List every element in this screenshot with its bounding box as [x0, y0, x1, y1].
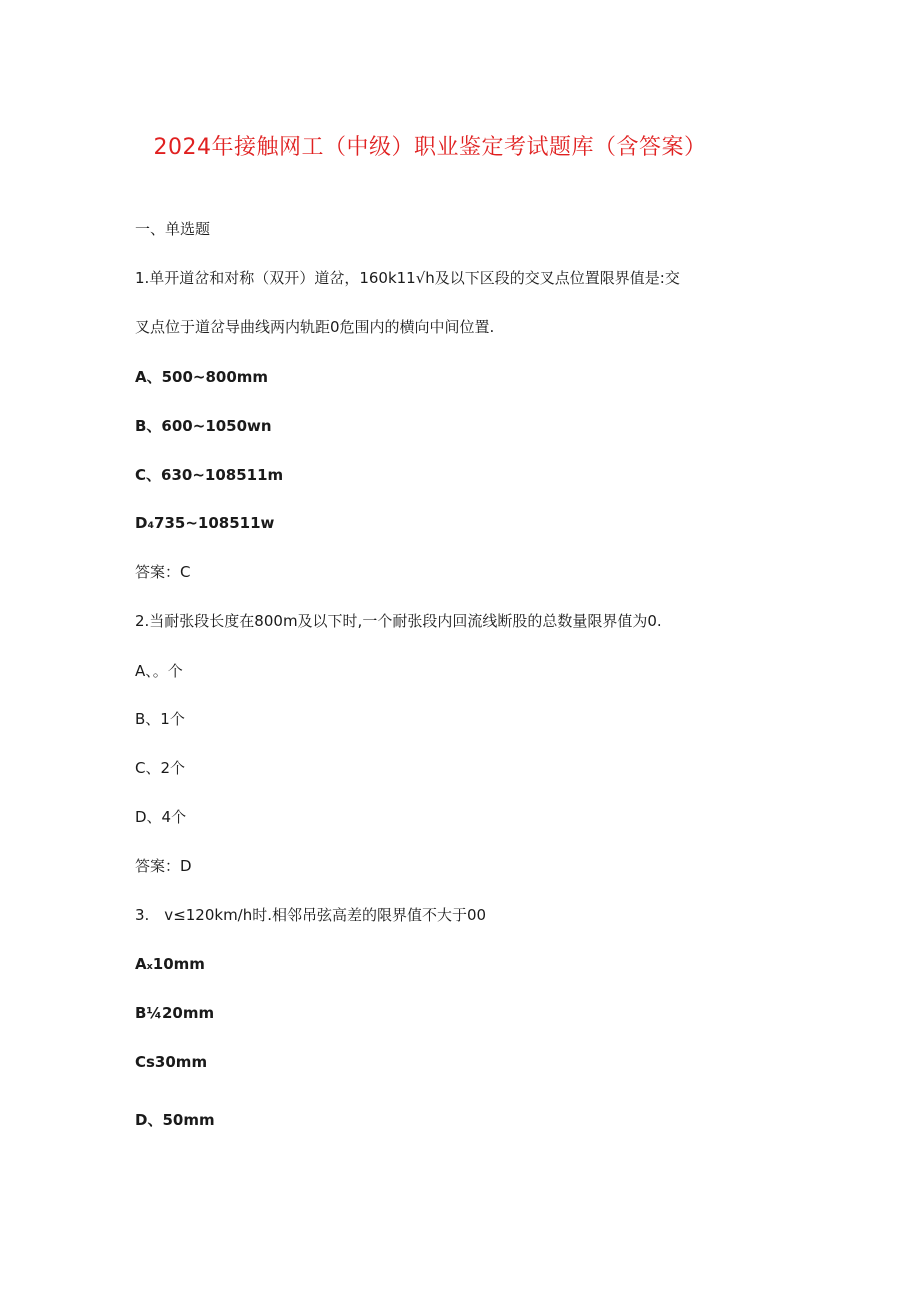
question-2-option-c: C、2个: [135, 759, 186, 777]
question-1-option-b: B、600~1050wn: [135, 417, 272, 435]
question-3-stem-line1: 3. v≤120km∕h时.相邻吊弦高差的限界值不大于00: [135, 906, 487, 924]
question-3-option-a: Aₓ10mm: [135, 955, 205, 973]
question-1-option-d: D₄735~108511w: [135, 514, 275, 532]
question-3-option-d: D、50mm: [135, 1111, 215, 1129]
section-heading: 一、单选题: [135, 220, 211, 238]
question-2-option-d: D、4个: [135, 808, 187, 826]
question-3-option-b: B¼20mm: [135, 1004, 215, 1022]
question-2-stem-line1: 2.当耐张段长度在800m及以下时,一个耐张段内回流线断股的总数量限界值为0.: [135, 612, 662, 630]
question-2-answer: 答案：D: [135, 857, 192, 875]
question-1-stem-line2: 叉点位于道岔导曲线两内轨距0危围内的横向中间位置.: [135, 318, 495, 336]
question-1-option-a: A、500~800mm: [135, 368, 269, 386]
question-1-stem-line1: 1.单开道岔和对称（双开）道岔，160k11√h及以下区段的交叉点位置限界值是:交: [135, 269, 680, 287]
question-2-option-a: A、。个: [135, 662, 183, 680]
question-2-option-b: B、1个: [135, 710, 185, 728]
document-title: 2024年接触网工（中级）职业鉴定考试题库（含答案）: [153, 135, 707, 160]
question-1-option-c: C、630~108511m: [135, 466, 284, 484]
question-3-option-c: Cs30mm: [135, 1053, 208, 1071]
question-1-answer: 答案：C: [135, 563, 191, 581]
